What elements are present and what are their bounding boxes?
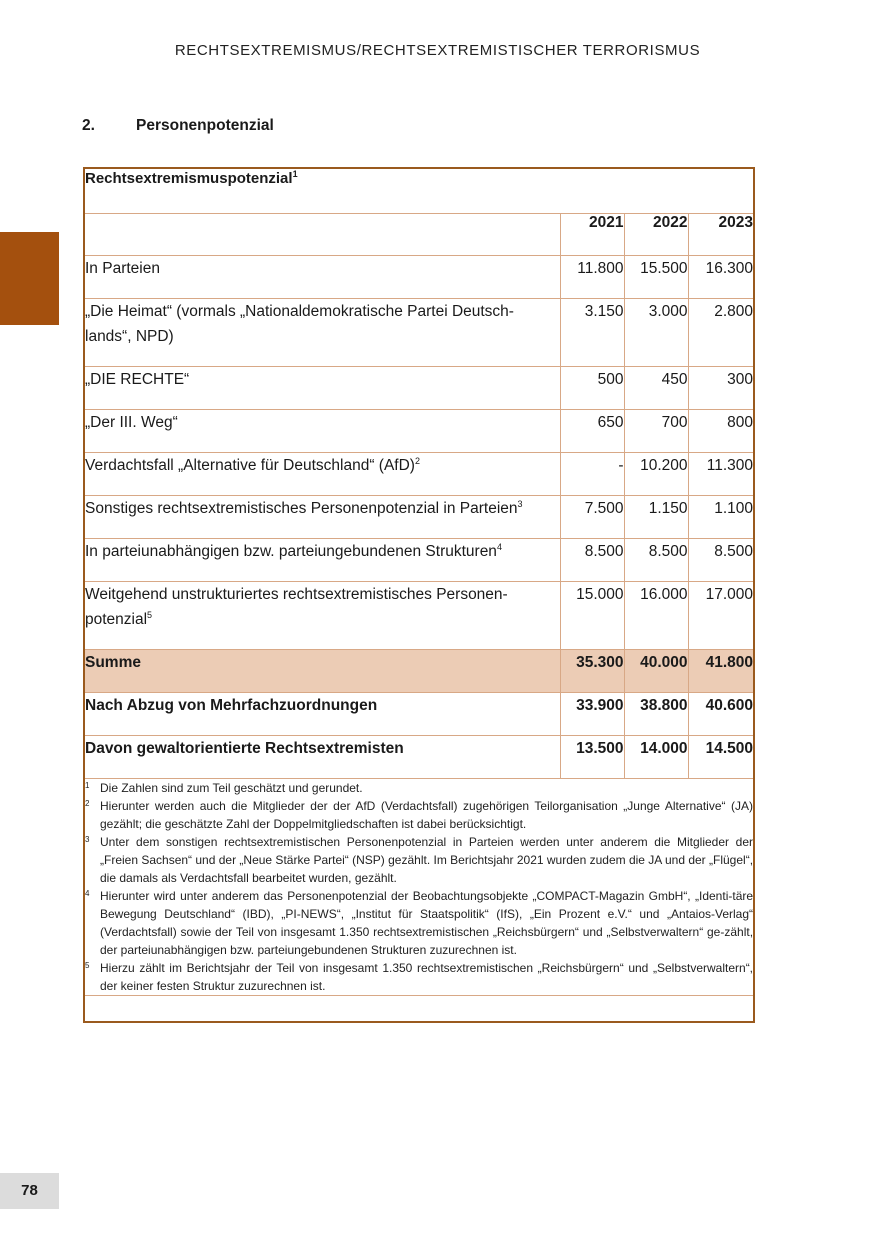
footnote (85, 959, 753, 995)
table-row (85, 581, 753, 649)
potential-table-box (83, 167, 755, 1023)
row-label-text: Verdachtsfall „Alternative für Deutschland“ (AfD) (85, 456, 415, 474)
value-cell: 17.000 (688, 581, 753, 649)
value-cell: 8.500 (560, 538, 624, 581)
footnote-ref: 1 (292, 169, 298, 179)
section-heading (82, 117, 274, 135)
row-label-text: „DIE RECHTE“ (85, 370, 190, 388)
value-cell: 35.300 (560, 649, 624, 692)
row-label (85, 298, 560, 366)
row-label-line: Weitgehend unstrukturiertes rechtsextremistisches Personen- (85, 585, 508, 603)
footnote (85, 833, 753, 887)
value-cell: 450 (624, 366, 688, 409)
value-cell: 500 (560, 366, 624, 409)
year-header: 2023 (688, 213, 753, 255)
value-cell: 11.300 (688, 452, 753, 495)
footnote-text: Hierunter wird unter anderem das Personenpotenzial der Beobachtungsobjekte „COMPACT-Magazin GmbH“, „Identi-täre Bewegung Deutschland“ (IBD), „PI-NEWS“, „Institut für Staatspolitik“ (IfS), „Ein Prozent e.V.“ und „Antaios-Verlag“ (Verdachtsfall) sowie der Teil von insgesamt 1.350 rechtsextremistischen „Reichsbürgern“ und „Selbstverwaltern“ ge-zählt, der parteiunabhängigen bzw. parteiungebundenen Strukturen zuzurechnen ist. (100, 888, 754, 957)
section-title: Personenpotenzial (136, 117, 274, 134)
value-cell: 13.500 (560, 735, 624, 778)
footnote-text: Hierunter werden auch die Mitglieder der der AfD (Verdachtsfall) zugehörigen Teilorganisation „Junge Alternative“ (JA) gezählt; die geschätzte Zahl der Doppelmitgliedschaften ist dabei berücksichtigt. (100, 798, 754, 831)
row-label-text: In Parteien (85, 259, 160, 277)
table-title (85, 169, 753, 213)
value-cell: 700 (624, 409, 688, 452)
value-cell: 40.000 (624, 649, 688, 692)
value-cell: 8.500 (688, 538, 753, 581)
footnote-ref: 3 (517, 498, 523, 509)
value-cell: 7.500 (560, 495, 624, 538)
net-row (85, 692, 753, 735)
value-cell: 1.100 (688, 495, 753, 538)
section-number: 2. (82, 117, 95, 134)
footnote-ref: 4 (496, 541, 502, 552)
value-cell: 16.300 (688, 255, 753, 298)
table-row (85, 409, 753, 452)
year-header: 2022 (624, 213, 688, 255)
value-cell: 38.800 (624, 692, 688, 735)
header-empty-cell (85, 213, 560, 255)
value-cell: 11.800 (560, 255, 624, 298)
value-cell: 16.000 (624, 581, 688, 649)
value-cell: 33.900 (560, 692, 624, 735)
row-label-line: „Die Heimat“ (vormals „Nationaldemokratische Partei Deutsch- (85, 302, 514, 320)
row-label (85, 255, 560, 298)
value-cell: 15.500 (624, 255, 688, 298)
value-cell: 10.200 (624, 452, 688, 495)
sum-row (85, 649, 753, 692)
row-label (85, 452, 560, 495)
row-label-text: In parteiunabhängigen bzw. parteiungebundenen Strukturen (85, 542, 497, 560)
footnotes-row (85, 778, 753, 995)
table-row (85, 495, 753, 538)
row-label: Davon gewaltorientierte Rechtsextremisten (85, 735, 560, 778)
footnote (85, 779, 753, 797)
value-cell: 41.800 (688, 649, 753, 692)
footnote-marker: 1 (85, 780, 90, 790)
footnotes (85, 778, 753, 995)
row-label (85, 495, 560, 538)
footnote-text: Die Zahlen sind zum Teil geschätzt und gerundet. (100, 780, 363, 795)
value-cell: 300 (688, 366, 753, 409)
row-label (85, 409, 560, 452)
footnote-ref: 2 (414, 455, 420, 466)
value-cell: 2.800 (688, 298, 753, 366)
chapter-side-tab (0, 232, 59, 325)
footnote-marker: 5 (85, 960, 90, 970)
table-row (85, 298, 753, 366)
footnote (85, 887, 753, 959)
value-cell: 800 (688, 409, 753, 452)
potential-table (85, 169, 753, 996)
value-cell: 14.000 (624, 735, 688, 778)
value-cell: - (560, 452, 624, 495)
table-row (85, 366, 753, 409)
table-row (85, 452, 753, 495)
footnote-text: Unter dem sonstigen rechtsextremistischen Personenpotenzial in Parteien werden unter anderem die Mitglieder der „Freien Sachsen“ und der „Neue Stärke Partei“ (NSP) gezählt. Im Berichtsjahr 2021 wurden zudem die JA und der „Flügel“, die damals als Verdachtsfall bearbeitet wurden, gezählt. (100, 834, 754, 885)
row-label-text: Sonstiges rechtsextremistisches Personenpotenzial in Parteien (85, 499, 518, 517)
year-header-row (85, 213, 753, 255)
value-cell: 3.150 (560, 298, 624, 366)
table-row (85, 538, 753, 581)
table-title-row (85, 169, 753, 213)
value-cell: 40.600 (688, 692, 753, 735)
value-cell: 14.500 (688, 735, 753, 778)
footnote-marker: 4 (85, 888, 90, 898)
row-label (85, 366, 560, 409)
value-cell: 15.000 (560, 581, 624, 649)
row-label-line: lands“, NPD) (85, 327, 174, 345)
value-cell: 1.150 (624, 495, 688, 538)
year-header: 2021 (560, 213, 624, 255)
row-label (85, 581, 560, 649)
footnote-marker: 2 (85, 798, 90, 808)
value-cell: 8.500 (624, 538, 688, 581)
row-label (85, 538, 560, 581)
value-cell: 3.000 (624, 298, 688, 366)
violent-row (85, 735, 753, 778)
row-label-line: potenzial (85, 610, 148, 628)
row-label: Nach Abzug von Mehrfachzuordnungen (85, 692, 560, 735)
table-row (85, 255, 753, 298)
row-label-text: „Der III. Weg“ (85, 413, 178, 431)
footnote-marker: 3 (85, 834, 90, 844)
table-title-text: Rechtsextremismuspotenzial (85, 170, 293, 187)
running-header: RECHTSEXTREMISMUS/RECHTSEXTREMISTISCHER TERRORISMUS (174, 42, 701, 59)
footnote (85, 797, 753, 833)
value-cell: 650 (560, 409, 624, 452)
footnote-ref: 5 (147, 609, 153, 620)
row-label: Summe (85, 649, 560, 692)
footnote-text: Hierzu zählt im Berichtsjahr der Teil von insgesamt 1.350 rechtsextremistischen „Reichsbürgern“ und „Selbstverwaltern“, der keiner festen Struktur zuzurechnen ist. (100, 960, 754, 993)
page-number: 78 (0, 1173, 59, 1209)
